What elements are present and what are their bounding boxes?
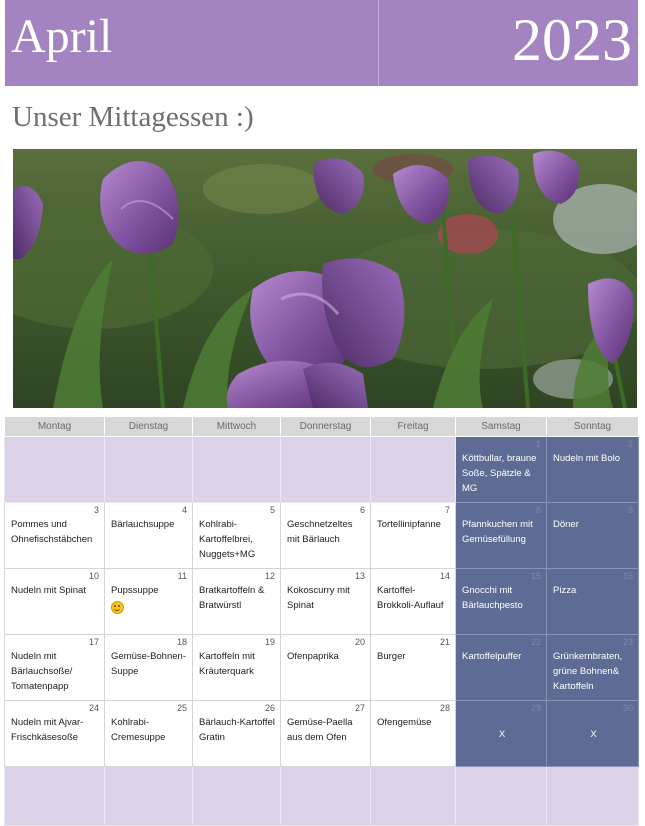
meal-text: Kartoffel-Brokkoli-Auflauf [377, 585, 444, 611]
meal-text: Döner [553, 519, 579, 530]
day-cell [105, 635, 193, 701]
day-cell [5, 701, 105, 767]
day-cell [5, 635, 105, 701]
empty-day-cell [371, 767, 456, 826]
month-title: April [11, 10, 113, 63]
day-number: 24 [88, 703, 99, 713]
meal-text: Pupssuppe [111, 585, 159, 596]
meal-text: Kartoffeln mit Kräuterquark [199, 651, 255, 677]
meal-text: Tortellinipfanne [377, 519, 441, 530]
empty-day-cell [5, 437, 105, 503]
day-number: 23 [622, 637, 633, 647]
day-cell [105, 569, 193, 635]
month-header-banner [5, 0, 638, 86]
weekday-sunday: Sonntag [547, 417, 639, 437]
empty-day-cell [547, 767, 639, 826]
meal-text: Nudeln mit Ajvar-Frischkäsesoße [11, 717, 84, 743]
meal-text: Kohlrabi-Cremesuppe [111, 717, 166, 743]
day-number: 29 [530, 703, 541, 713]
meal-text: Nudeln mit Spinat [11, 585, 86, 596]
weekday-tuesday: Dienstag [105, 417, 193, 437]
meal-text: Bärlauch-Kartoffel Gratin [199, 717, 275, 743]
day-number: 11 [177, 571, 187, 581]
meal-text: Gemüse-Paella aus dem Ofen [287, 717, 353, 743]
meal-text: Bratkartoffeln & Bratwürstl [199, 585, 265, 611]
day-cell [547, 701, 639, 767]
day-number: 4 [181, 505, 187, 515]
day-number: 25 [176, 703, 187, 713]
weekday-wednesday: Mittwoch [193, 417, 281, 437]
weekday-thursday: Donnerstag [281, 417, 371, 437]
day-cell [371, 569, 456, 635]
week-row [5, 569, 639, 635]
day-number: 22 [530, 637, 541, 647]
empty-day-cell [281, 767, 371, 826]
day-number: 5 [269, 505, 275, 515]
day-number: 28 [439, 703, 450, 713]
day-cell [456, 635, 547, 701]
empty-day-cell [371, 437, 456, 503]
empty-day-cell [105, 437, 193, 503]
day-number: 14 [439, 571, 450, 581]
weekday-header-row [5, 417, 639, 437]
day-cell [193, 635, 281, 701]
day-number: 1 [535, 439, 541, 449]
page-subtitle: Unser Mittagessen :) [12, 101, 254, 133]
calendar-grid [4, 416, 639, 826]
meal-text: Kohlrabi-Kartoffelbrei, Nuggets+MG [199, 519, 256, 560]
day-number: 12 [264, 571, 275, 581]
empty-day-cell [193, 437, 281, 503]
empty-day-cell [456, 767, 547, 826]
tulip-photo [13, 149, 637, 408]
week-row [5, 437, 639, 503]
day-cell [281, 635, 371, 701]
week-row [5, 503, 639, 569]
empty-day-cell [5, 767, 105, 826]
weekday-saturday: Samstag [456, 417, 547, 437]
meal-text: Gemüse-Bohnen-Suppe [111, 651, 186, 677]
meal-text: Kokoscurry mit Spinat [287, 585, 350, 611]
day-number: 27 [354, 703, 365, 713]
day-cell [193, 569, 281, 635]
day-number: 13 [354, 571, 365, 581]
meal-text: Geschnetzeltes mit Bärlauch [287, 519, 353, 545]
day-number: 17 [88, 637, 99, 647]
meal-text: X [498, 729, 506, 740]
day-number: 26 [264, 703, 275, 713]
meal-text: Ofengemüse [377, 717, 432, 728]
week-row [5, 635, 639, 701]
day-cell [193, 701, 281, 767]
day-number: 9 [627, 505, 633, 515]
meal-text: Ofenpaprika [287, 651, 339, 662]
day-number: 16 [622, 571, 633, 581]
day-number: 7 [444, 505, 450, 515]
day-cell [371, 503, 456, 569]
day-cell [281, 503, 371, 569]
day-number: 21 [439, 637, 450, 647]
day-cell [547, 503, 639, 569]
day-cell [281, 701, 371, 767]
day-cell [547, 635, 639, 701]
day-cell [547, 437, 639, 503]
day-cell [456, 569, 547, 635]
meal-text: Nudeln mit Bolo [553, 453, 621, 464]
day-cell [281, 569, 371, 635]
weekday-friday: Freitag [371, 417, 456, 437]
day-number: 15 [530, 571, 541, 581]
day-cell [5, 569, 105, 635]
day-number: 30 [622, 703, 633, 713]
day-cell [105, 503, 193, 569]
smiley-icon [111, 601, 124, 614]
header-divider [378, 0, 379, 86]
week-row [5, 701, 639, 767]
day-cell [371, 701, 456, 767]
day-cell [547, 569, 639, 635]
meal-text: Pizza [553, 585, 577, 596]
day-number: 18 [176, 637, 187, 647]
day-cell [5, 503, 105, 569]
day-cell [193, 503, 281, 569]
day-cell [456, 437, 547, 503]
day-cell [456, 503, 547, 569]
day-number: 8 [535, 505, 541, 515]
smiley-emoji-wrap [105, 598, 192, 615]
meal-text: Burger [377, 651, 406, 662]
meal-text: Nudeln mit Bärlauchsoße/ Tomatenpapp [11, 651, 73, 692]
meal-text: Gnocchi mit Bärlauchpesto [462, 585, 523, 611]
day-cell [371, 635, 456, 701]
year-title: 2023 [512, 7, 632, 73]
day-number: 10 [88, 571, 99, 581]
empty-day-cell [105, 767, 193, 826]
day-cell [456, 701, 547, 767]
meal-text: Kartoffelpuffer [462, 651, 522, 662]
day-number: 19 [264, 637, 275, 647]
day-number: 20 [354, 637, 365, 647]
day-number: 3 [93, 505, 99, 515]
empty-day-cell [281, 437, 371, 503]
meal-text: Pommes und Ohnefischstäbchen [11, 519, 93, 545]
meal-text: Pfannkuchen mit Gemüsefüllung [462, 519, 533, 545]
day-number: 2 [627, 439, 633, 449]
empty-day-cell [193, 767, 281, 826]
meal-text: Grünkernbraten, grüne Bohnen& Kartoffeln [553, 651, 623, 692]
meal-text: Bärlauchsuppe [111, 519, 175, 530]
day-number: 6 [359, 505, 365, 515]
meal-text: Köttbullar, braune Soße, Spätzle & MG [462, 453, 537, 494]
weekday-monday: Montag [5, 417, 105, 437]
week-row-empty [5, 767, 639, 826]
meal-text: X [590, 729, 597, 740]
day-cell [105, 701, 193, 767]
